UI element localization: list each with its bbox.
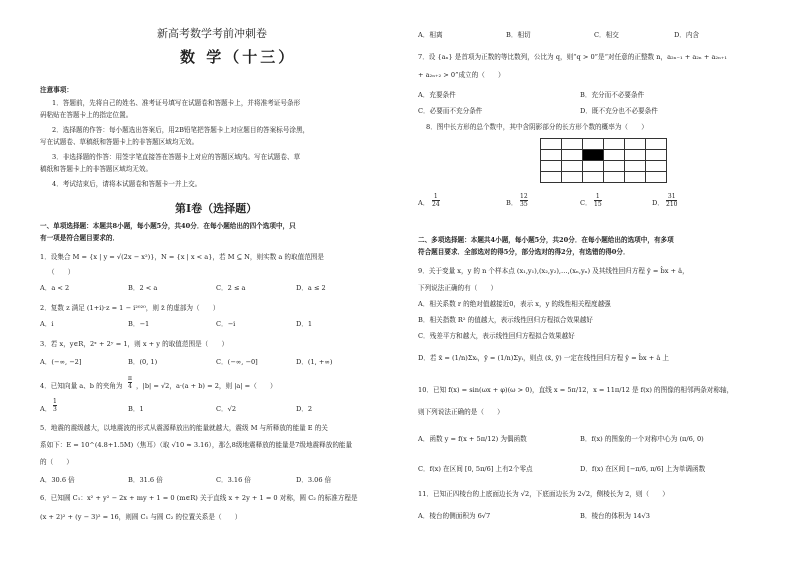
q8-stem: 8．图中长方形的总个数中，其中含阴影部分的长方形个数的概率为（ ） <box>426 123 648 131</box>
q8-option-fraction <box>432 193 440 208</box>
q4-option: B．1 <box>128 405 144 413</box>
q1-option: A．a < 2 <box>40 284 70 292</box>
q11-option: A．棱台的侧面积为 6√7 <box>418 512 491 520</box>
q8-option-label: B． <box>506 199 518 207</box>
q5-option: B．31.6 倍 <box>128 476 163 484</box>
q8-option-label: C． <box>580 199 592 207</box>
q2-option: D．1 <box>296 320 313 328</box>
section2-heading: 符合题目要求．全部选对的得5分，部分选对的得2分，有选错的得0分． <box>418 248 630 256</box>
q1-option: D．a ≤ 2 <box>296 284 326 292</box>
q4-stem: 4．已知向量 a、b 的夹角为 <box>40 382 123 390</box>
fraction-numerator: 1 <box>433 193 438 200</box>
q3-option: D．(1, +∞) <box>296 358 333 366</box>
q2-option: C．−i <box>216 320 236 328</box>
q9-stem: 下列说法正确的有（ ） <box>418 284 498 292</box>
note-line: 1．答题前，先将自己的姓名、准考证号填写在试题卷和答题卡上，并将准考证号条形 <box>52 99 301 107</box>
fraction-numerator: 1 <box>53 398 57 405</box>
note-line: 3．非选择题的作答：用签字笔直接答在答题卡上对应的答题区域内。写在试题卷、草 <box>52 153 301 161</box>
q11-option: B．棱台的体积为 14√3 <box>580 512 650 520</box>
section1-heading: 有一项是符合题目要求的． <box>40 234 120 242</box>
rectangle-grid-figure <box>540 138 667 183</box>
q1-option: C．2 ≤ a <box>216 284 246 292</box>
q9-option: D．若 x̄ = (1/n)Σxᵢ，ȳ = (1/n)Σyᵢ，则点 (x̄, ȳ) 一定在线性回归方程 ŷ = b̂x + â 上 <box>418 354 669 362</box>
fraction-denominator: 35 <box>520 201 528 208</box>
note-line: 稿纸和答题卡上的非答题区域均无效。 <box>40 165 153 173</box>
q9-option: B．相关指数 R² 的值越大，表示线性回归方程拟合效果越好 <box>418 316 593 324</box>
q5-stem: 的（ ） <box>40 458 73 466</box>
q7-option: C．必要而不充分条件 <box>418 107 483 115</box>
note-line: 4．考试结束后，请将本试题卷和答题卡一并上交。 <box>52 180 202 188</box>
q9-stem: 9．关于变量 x，y 的 n 个样本点 (x₁,y₁),(x₂,y₂),…,(xₙ,yₙ) 及其线性回归方程 ŷ = b̂x + â， <box>418 267 689 275</box>
q8-option-label: D． <box>652 199 664 207</box>
q7-option: B．充分而不必要条件 <box>580 91 645 99</box>
q8-option-fraction <box>594 193 602 208</box>
q1-stem: 1．设集合 M = {x | y = √(2x − x²)}，N = {x | x < a}，若 M ⊆ N，则实数 a 的取值范围是 <box>40 253 324 261</box>
exam-subject-title: 数 学（十三） <box>180 48 297 66</box>
q5-stem: 系如下：E = 10^(4.8+1.5M)（焦耳）（取 √10 ≈ 3.16），那么8级地震释放的能量是7级地震释放的能量 <box>40 441 353 449</box>
fraction-numerator: 1 <box>595 193 600 200</box>
q6-stem: (x + 2)² + (y − 3)² = 16，则圆 C₁ 与圆 C₂ 的位置关系是（ ） <box>40 513 242 521</box>
exam-header: 新高考数学考前冲刺卷 <box>157 27 267 40</box>
fraction-denominator: 210 <box>666 201 678 208</box>
note-line: 写在试题卷、草稿纸和答题卡上的非答题区域均无效。 <box>40 138 199 146</box>
q5-option: C．3.16 倍 <box>216 476 252 484</box>
q9-option: A．相关系数 r 的绝对值越接近0，表示 x，y 的线性相关程度越强 <box>418 300 611 308</box>
q1-paren: （ ） <box>48 268 75 276</box>
q6-option: B．相切 <box>506 31 531 39</box>
q4-option: C．√2 <box>216 405 237 413</box>
q8-option-label: A． <box>418 199 430 207</box>
q7-stem: 7．设 {aₙ} 是首项为正数的等比数列，公比为 q，则“q > 0”是“对任意的正整数 n，a₂ₙ₋₁ + a₂ₙ + a₂ₙ₊₁ <box>418 53 728 61</box>
q2-option: A．i <box>40 320 54 328</box>
part1-title: 第Ⅰ卷（选择题） <box>175 202 258 215</box>
q7-option: D．既不充分也不必要条件 <box>580 107 658 115</box>
q10-option: B．f(x) 的图象的一个对称中心为 (π/6, 0) <box>580 435 704 443</box>
q6-stem: 6．已知圆 C₁：x² + y² − 2x + my + 1 = 0 (m∈R) 关于直线 x + 2y + 1 = 0 对称，圆 C₂ 的标准方程是 <box>40 494 358 502</box>
q5-stem: 5．地震的震级越大，以地震波的形式从震源释放出的能量就越大，震级 M 与所释放的能量 E 的关 <box>40 424 328 432</box>
q10-stem: 10．已知 f(x) = sin(ωx + φ)(ω > 0)，直线 x = 5π/12，x = 11π/12 是 f(x) 的图像的相邻两条对称轴， <box>418 386 734 394</box>
q4-option: D．2 <box>296 405 313 413</box>
q10-option: A．函数 y = f(x + 5π/12) 为偶函数 <box>418 435 527 443</box>
fraction-denominator: 4 <box>128 383 132 390</box>
q10-option: D．f(x) 在区间 [−π/6, π/6] 上为单调函数 <box>580 465 706 473</box>
fraction-numerator: π <box>128 375 132 382</box>
q2-stem: 2．复数 z 满足 (1+i)·z = 1 − i²⁰²⁰，则 z̄ 的虚部为（ ） <box>40 304 220 312</box>
q6-option: A．相离 <box>418 31 443 39</box>
q3-option: A．(−∞, −2] <box>40 358 82 366</box>
q11-stem: 11．已知正四棱台的上底面边长为 √2，下底面边长为 2√2，侧棱长为 2，则（ ） <box>418 490 669 498</box>
q3-stem: 3．若 x，y∈R，2ˣ + 2ʸ = 1，则 x + y 的取值范围是（ ） <box>40 340 229 348</box>
q2-option: B．−1 <box>128 320 150 328</box>
q5-option: A．30.6 倍 <box>40 476 75 484</box>
left-column <box>40 0 402 562</box>
q8-option-fraction <box>520 193 528 208</box>
section2-heading: 二、多项选择题：本题共4小题，每小题5分，共20分．在每小题给出的选项中，有多项 <box>418 236 674 244</box>
q8-option-fraction <box>666 193 677 208</box>
fraction-numerator: 31 <box>667 193 676 200</box>
fraction-denominator: 3 <box>53 406 57 413</box>
q6-option: D．内含 <box>674 31 700 39</box>
note-line: 码粘贴在答题卡上的指定位置。 <box>40 111 133 119</box>
right-column <box>418 0 780 562</box>
q3-option: C．(−∞, −0] <box>216 358 258 366</box>
q1-option: B．2 < a <box>128 284 158 292</box>
q7-stem: + a₂ₙ₊₂ > 0”成立的（ ） <box>418 71 505 79</box>
q9-option: C．残差平方和越大，表示线性回归方程拟合效果越好 <box>418 332 575 340</box>
q4-stem-rest: ，|b| = √2，a·(a + b) = 2，则 |a| =（ ） <box>136 382 277 390</box>
q4-angle-fraction <box>128 375 132 390</box>
note-line: 2．选择题的作答：每小题选出答案后，用2B铅笔把答题卡上对应题目的答案标号涂黑， <box>52 126 310 134</box>
fraction-numerator: 12 <box>520 193 528 200</box>
notes-title: 注意事项： <box>40 86 73 94</box>
fraction-denominator: 15 <box>594 201 602 208</box>
shaded-cell <box>583 150 604 161</box>
q5-option: D．3.06 倍 <box>296 476 332 484</box>
q4-option-a-label: A． <box>40 405 52 413</box>
section1-heading: 一、单项选择题：本题共8小题，每小题5分，共40分．在每小题给出的四个选项中，只 <box>40 222 296 230</box>
q6-option: C．相交 <box>594 31 619 39</box>
q7-option: A．充要条件 <box>418 91 456 99</box>
q10-stem: 则下列说法正确的是（ ） <box>418 408 504 416</box>
q10-option: C．f(x) 在区间 [0, 5π/6] 上有2个零点 <box>418 465 533 473</box>
q4-option-a-fraction <box>53 398 57 413</box>
q3-option: B．(0, 1) <box>128 358 158 366</box>
fraction-denominator: 24 <box>432 201 440 208</box>
